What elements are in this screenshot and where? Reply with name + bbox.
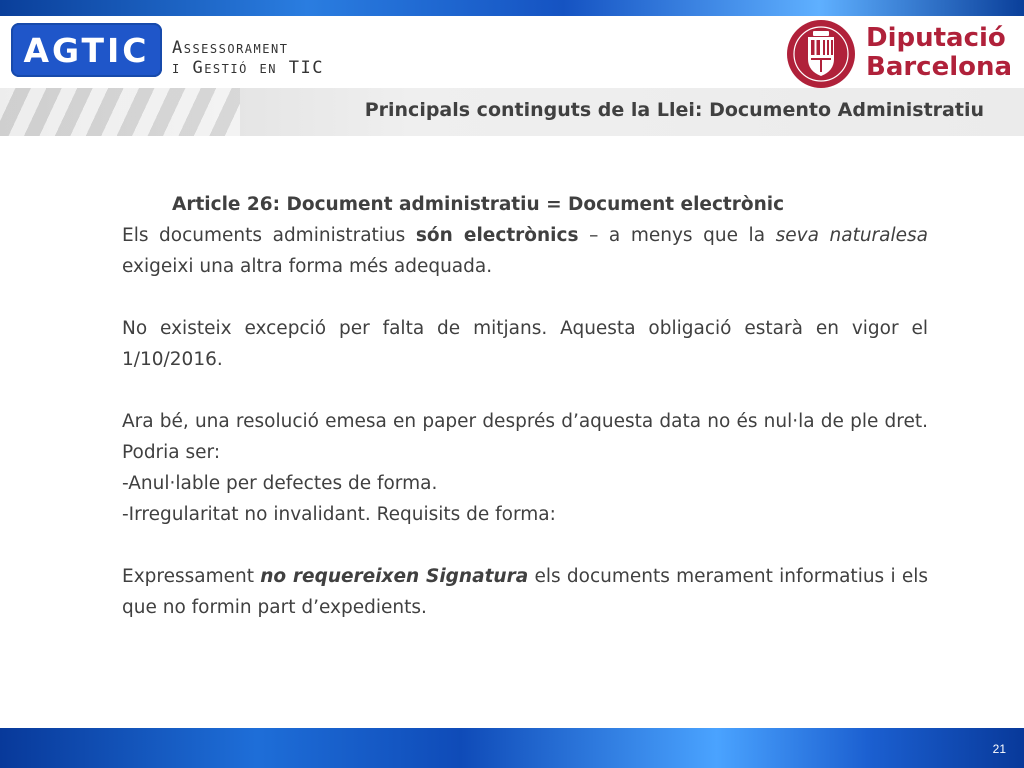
diputacio-line2: Barcelona	[866, 52, 1013, 82]
paragraph-paper-resolution: Ara bé, una resolució emesa en paper després d’aquesta data no és nul·la de ple dret. Podria ser:	[122, 411, 928, 463]
p4-text-a: Expressament	[122, 566, 261, 587]
p1-text-a: Els documents administratius	[122, 225, 416, 246]
p1-text-c: – a menys que la	[578, 225, 776, 246]
paragraph-no-exception: No existeix excepció per falta de mitjans. Aquesta obligació estarà en vigor el 1/10/2016.	[122, 318, 928, 370]
slide-body	[122, 189, 928, 623]
footer-bar	[0, 728, 1024, 768]
diputacio-line1: Diputació	[866, 23, 1006, 53]
top-decorative-strip	[0, 0, 1024, 16]
article-heading: Article 26: Document administratiu = Document electrònic	[172, 194, 785, 215]
agtic-logo-text: AGTIC	[23, 30, 150, 70]
agtic-logo	[11, 23, 162, 77]
p1-emphasis-italic: seva naturalesa	[775, 225, 928, 246]
p1-emphasis-bold: són electrònics	[415, 225, 579, 246]
slide-title: Principals continguts de la Llei: Documento Administratiu	[364, 99, 984, 121]
diputacio-logo-text	[866, 24, 1012, 82]
agtic-logo-subtitle	[172, 38, 324, 78]
list-item: -Anul·lable per defectes de forma.	[122, 473, 438, 494]
paragraph-electronic-documents	[122, 220, 928, 282]
list-item: -Irregularitat no invalidant. Requisits de forma:	[122, 504, 556, 525]
diputacio-seal-icon	[786, 19, 856, 89]
p1-text-e: exigeixi una altra forma més adequada.	[122, 256, 493, 277]
p4-text-c: els documents merament informatius i els que no formin part d’expedients.	[122, 566, 929, 618]
agtic-subtitle-line2: i Gestió en TIC	[172, 58, 324, 78]
page-number: 21	[992, 742, 1006, 756]
paragraph-signature	[122, 561, 928, 623]
agtic-subtitle-line1: Assessorament	[172, 38, 289, 58]
p4-emphasis: no requereixen Signatura	[260, 566, 529, 587]
